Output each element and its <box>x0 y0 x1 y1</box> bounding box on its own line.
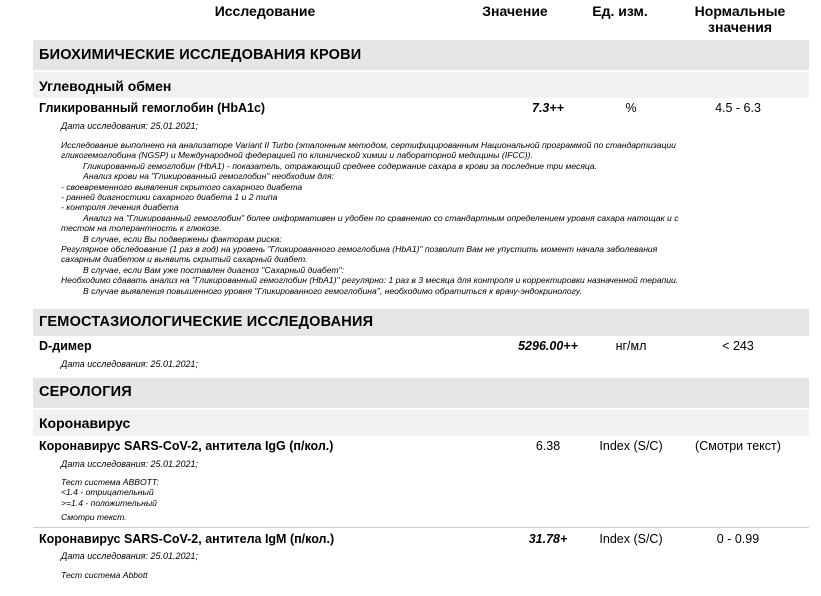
section-title: СЕРОЛОГИЯ <box>39 384 132 400</box>
note-line: Необходимо сдавать анализ на "Гликированный гемоглобин (HbA1)" регулярно: 1 раз в 3 месяца для контроля и корректировки назначенной терапии. <box>61 275 679 286</box>
test-unit: Index (S/C) <box>599 532 663 546</box>
note-line: сахарным диабетом и выявить скрытый сахарный диабет. <box>61 254 308 265</box>
test-date: Дата исследования: 25.01.2021; <box>61 551 199 561</box>
note-line: Тест система Abbott <box>61 570 148 580</box>
note-line: тестом на толерантность к глюкозе. <box>61 223 222 234</box>
note-line: Анализ крови на "Гликированный гемоглобин" необходим для: <box>83 171 334 182</box>
test-notes-hba1c <box>61 140 781 296</box>
test-unit: Index (S/C) <box>599 439 663 453</box>
note-line: >=1.4 - положительный <box>61 497 157 508</box>
result-row-igm <box>33 531 809 549</box>
note-line: <1.4 - отрицательный <box>61 487 154 498</box>
note-line: Регулярное обследование (1 раз в год) на уровень "Гликированного гемоглобина (HbA1)" позволит Вам не упустить момент начала заболевания <box>61 244 658 255</box>
test-unit: нг/мл <box>615 339 647 353</box>
header-test: Исследование <box>214 3 316 19</box>
test-ref: < 243 <box>722 339 754 353</box>
header-ref-line1: Нормальные <box>694 3 786 19</box>
result-row-hba1c <box>33 100 809 118</box>
note-line: - ранней диагностики сахарного диабета 1 и 2 типа <box>61 192 278 203</box>
test-name: Гликированный гемоглобин (HbA1c) <box>39 101 266 115</box>
note-line: Тест система ABBOTT: <box>61 477 159 487</box>
note-line: Анализ на "Гликированный гемоглобин" более информативен и удобен по сравнению со стандартным определением уровня сахара натощак и с <box>83 212 679 223</box>
result-row-igg <box>33 438 809 456</box>
note-line: гликогемоглобина (NGSP) и Международной федерацией по клинической химии и лабораторной медицины (IFCC)). <box>61 150 533 161</box>
subgroup-title: Углеводный обмен <box>39 78 172 94</box>
test-value: 7.3++ <box>532 101 564 115</box>
test-date: Дата исследования: 25.01.2021; <box>61 359 199 369</box>
test-value: 5296.00++ <box>518 339 578 353</box>
section-hemostasis <box>33 309 809 336</box>
note-line: В случае, если Вы подвержены факторам риска: <box>83 233 282 244</box>
section-biochem <box>33 40 809 70</box>
test-notes-igg <box>61 477 781 523</box>
result-row-ddimer <box>33 338 809 356</box>
table-header <box>0 0 821 38</box>
subgroup-carbohydrate <box>33 72 809 98</box>
test-value: 6.38 <box>535 439 561 453</box>
header-value: Значение <box>482 3 548 19</box>
test-unit: % <box>625 101 637 115</box>
note-line: - контроля лечения диабета <box>61 202 179 213</box>
test-name: D-димер <box>39 339 92 353</box>
section-serology <box>33 378 809 408</box>
test-name: Коронавирус SARS-CoV-2, антитела IgG (п/кол.) <box>39 439 334 453</box>
note-line: В случае выявления повышенного уровня "Гликированного гемоглобина", необходимо обратиться к врачу-эндокринологу. <box>83 285 582 296</box>
subgroup-coronavirus <box>33 410 809 436</box>
note-line: Гликированный гемоглобин (HbA1) - показатель, отражающий среднее содержание сахара в крови за последние три месяца. <box>83 160 598 171</box>
note-line: В случае, если Вам уже поставлен диагноз "Сахарный диабет": <box>83 264 344 275</box>
test-name: Коронавирус SARS-CoV-2, антитела IgM (п/кол.) <box>39 532 335 546</box>
test-ref: 4.5 - 6.3 <box>715 101 761 115</box>
test-date: Дата исследования: 25.01.2021; <box>61 459 199 469</box>
test-ref: (Смотри текст) <box>695 439 781 453</box>
test-ref: 0 - 0.99 <box>716 532 760 546</box>
test-date: Дата исследования: 25.01.2021; <box>61 121 199 131</box>
section-title: БИОХИМИЧЕСКИЕ ИССЛЕДОВАНИЯ КРОВИ <box>39 47 362 63</box>
section-title: ГЕМОСТАЗИОЛОГИЧЕСКИЕ ИССЛЕДОВАНИЯ <box>39 314 374 330</box>
note-line: - своевременного выявления скрытого сахарного диабета <box>61 181 303 192</box>
test-value: 31.78+ <box>528 532 568 546</box>
note-line: Исследование выполнено на анализаторе Variant II Turbo (эталонным методом, сертифицированным Национальной программой по стандартизации <box>61 140 676 150</box>
header-unit: Ед. изм. <box>592 3 648 19</box>
test-notes-igm <box>61 570 781 580</box>
row-separator <box>33 527 809 528</box>
note-line: Смотри текст. <box>61 512 127 523</box>
subgroup-title: Коронавирус <box>39 415 131 431</box>
header-ref-line2: значения <box>708 19 772 35</box>
